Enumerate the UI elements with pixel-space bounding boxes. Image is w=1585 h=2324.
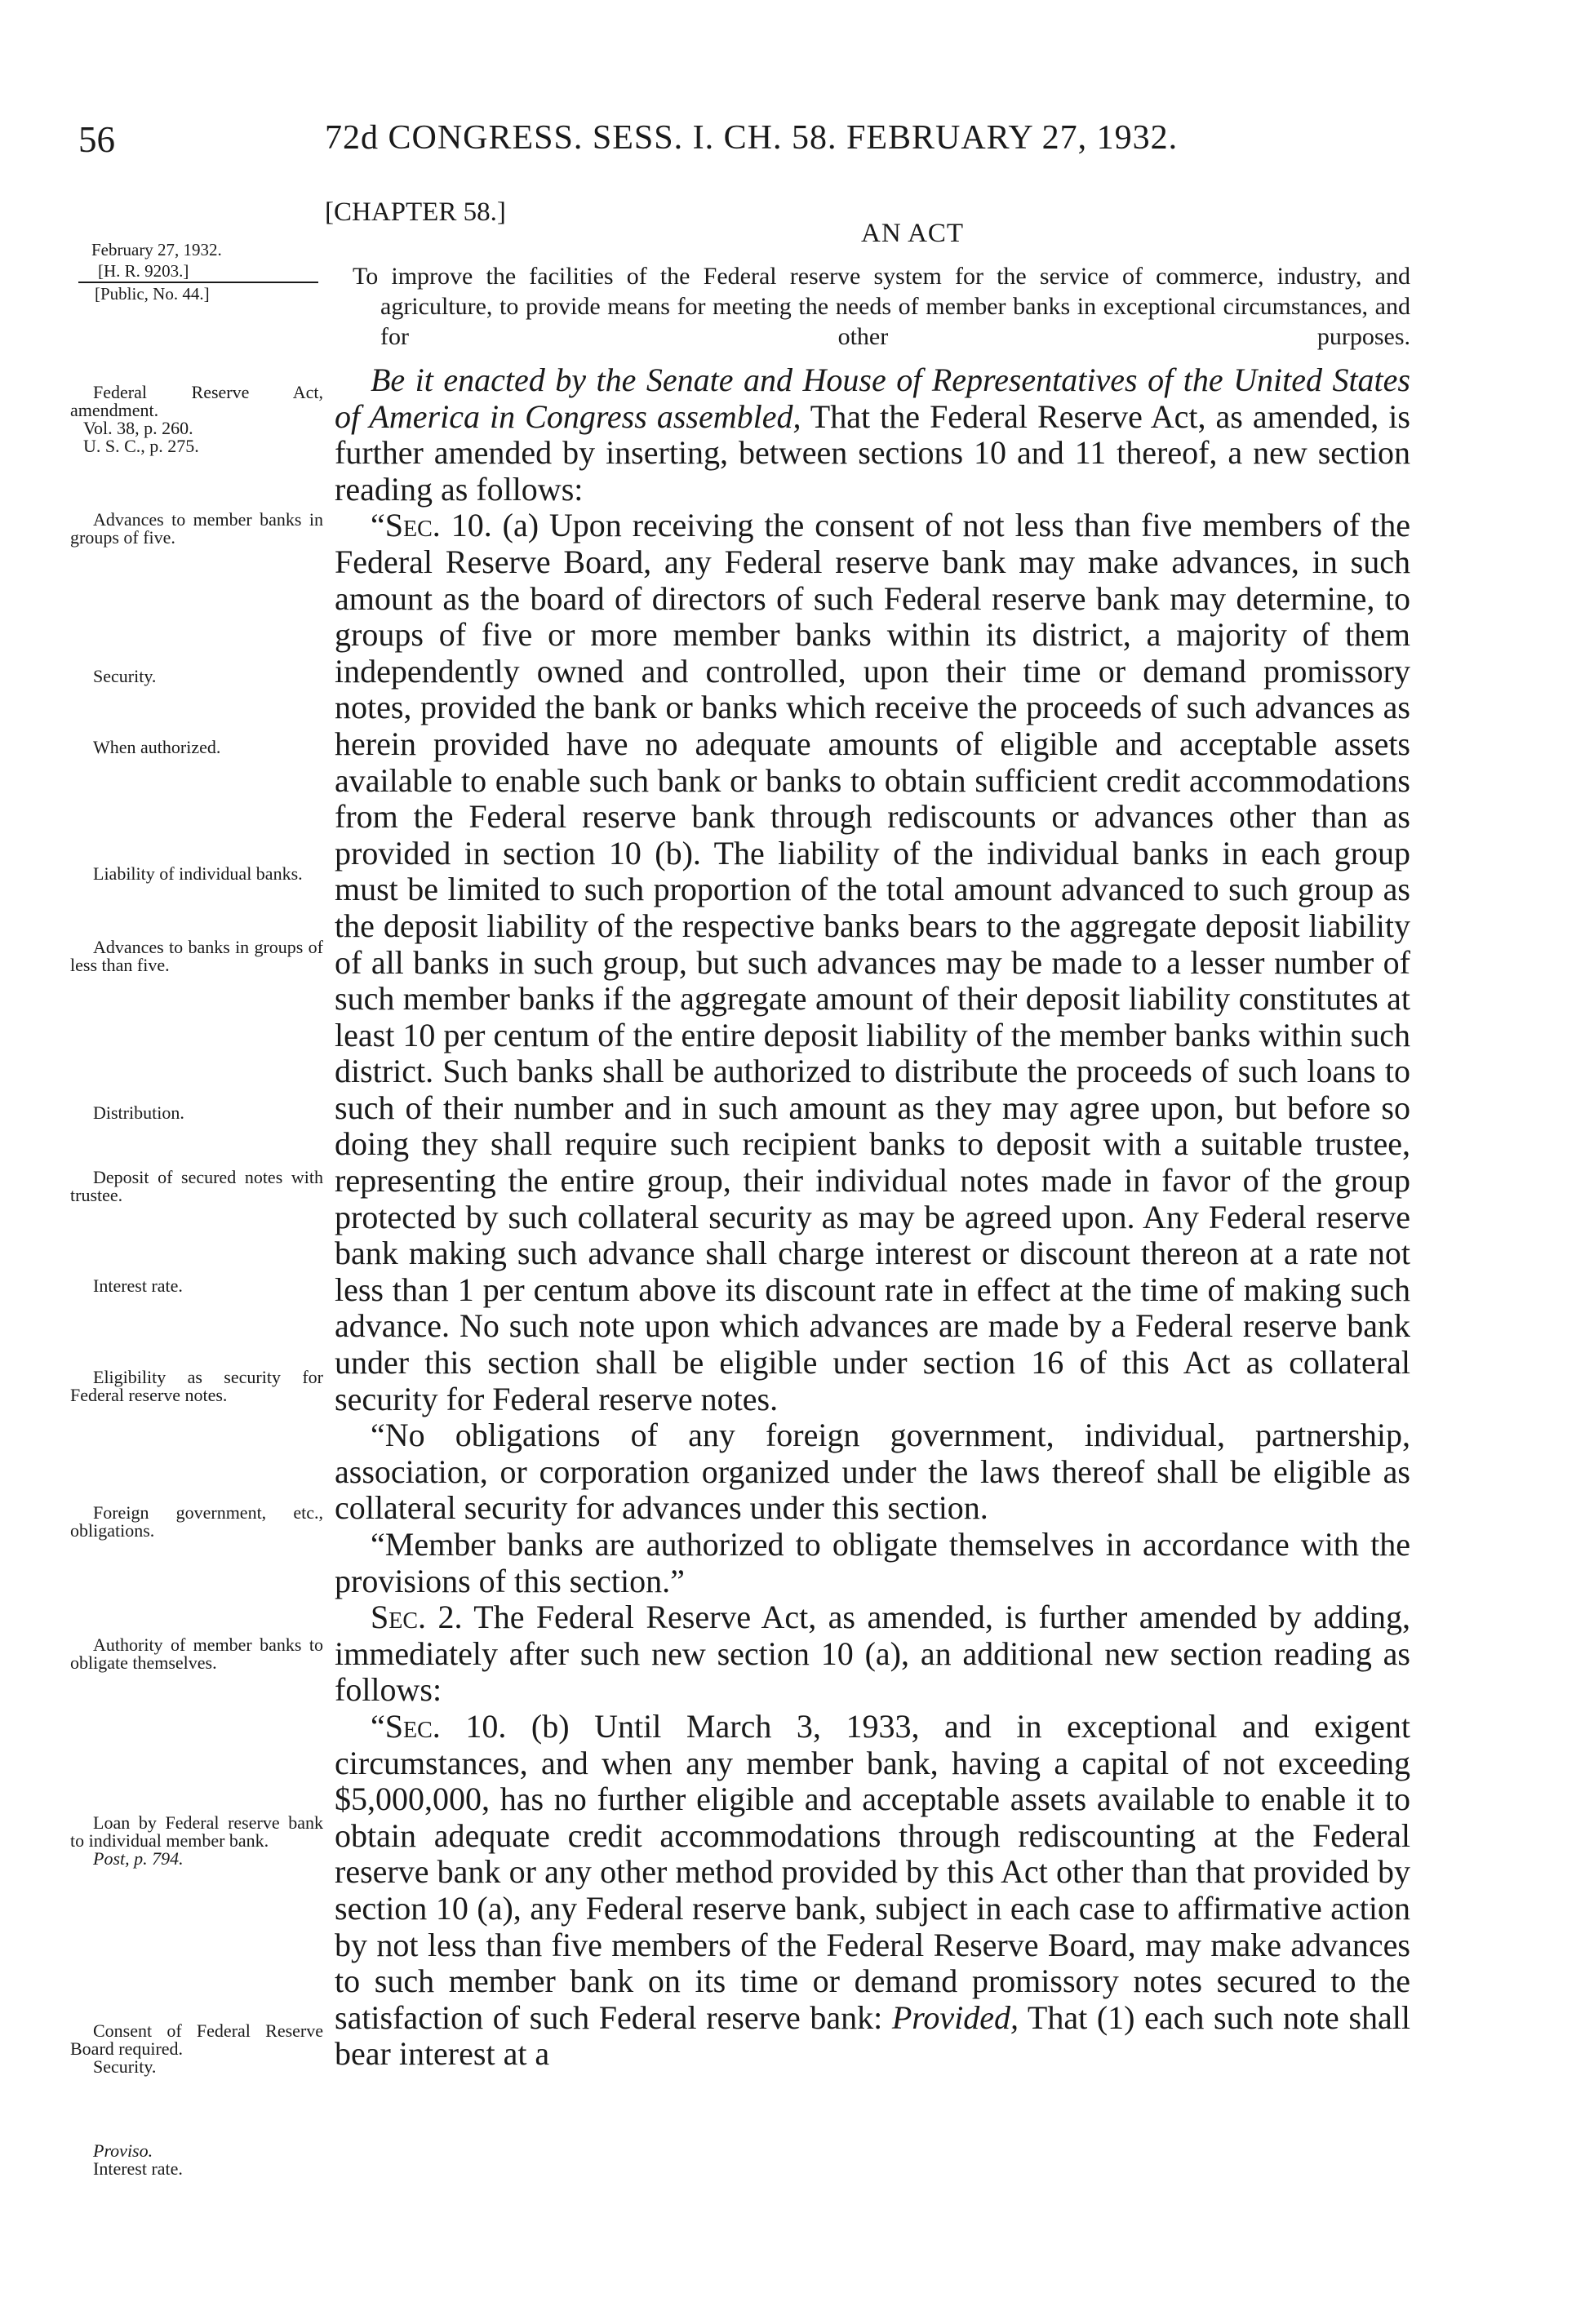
section-label: Sec. <box>384 507 441 544</box>
open-quote: “ <box>371 1707 385 1745</box>
margin-note: Foreign government, etc., obligations. <box>70 1502 323 1541</box>
margin-note-reference: Post, p. 794. <box>93 1848 184 1869</box>
paragraph-text: That the Federal Reserve Act, as amended, is further amended by inserting, between sections 10 and 11 thereof, a new section reading as follows: <box>335 397 1410 508</box>
proviso-word: Provided, <box>891 1998 1019 2036</box>
section-label: Sec. <box>371 1599 427 1636</box>
margin-note-sub: Security. <box>93 2056 157 2077</box>
margin-note-sub: Interest rate. <box>93 2158 183 2179</box>
paragraph-text: 10. (b) Until March 3, 1933, and in exceptional and exigent circumstances, and when any member bank, having a capital of not exceeding $5,000,000, has no further eligible and acceptable assets available to enable it to obtain adequate credit accommodations through rediscounting at the Federal reserve bank or any other method provided by this Act other than that provided by section 10 (a), any Federal reserve bank, subject in each case to affirmative action by not less than five members of the Federal Reserve Board, may make advances to such member bank on its time or demand promissory notes secured to the satisfaction of such Federal reserve bank: <box>335 1707 1410 2036</box>
section-2-paragraph <box>335 1599 1410 1709</box>
enacting-clause: Be it enacted by the Senate and House of Representatives of the United States of America in Congress assembled, <box>335 361 1410 435</box>
margin-note-title: Federal Reserve Act, amendment. <box>70 382 323 420</box>
section-10a-paragraph <box>335 508 1410 1417</box>
margin-note: Deposit of secured notes with trustee. <box>70 1167 323 1205</box>
margin-note: Security. <box>93 666 157 686</box>
margin-note <box>70 2022 323 2076</box>
open-quote: “ <box>371 507 385 544</box>
margin-note <box>70 2142 323 2178</box>
margin-note: Liability of individual banks. <box>93 863 303 884</box>
margin-note-title: Proviso. <box>93 2140 153 2161</box>
act-heading: AN ACT <box>861 219 965 248</box>
margin-note-title: Loan by Federal reserve bank to individual member bank. <box>70 1812 323 1851</box>
page-number: 56 <box>78 119 115 160</box>
margin-note-title: Consent of Federal Reserve Board required. <box>70 2020 323 2059</box>
act-title: To improve the facilities of the Federal reserve system for the service of commerce, industry, and agriculture, to provide means for meeting the needs of member banks in exceptional circumstances, and for other purposes. <box>353 263 1410 350</box>
section-label: Sec. <box>384 1707 441 1745</box>
member-banks-authority-paragraph: “Member banks are authorized to obligate themselves in accordance with the provisions of this section.” <box>335 1526 1410 1599</box>
act-date: February 27, 1932. <box>91 240 222 259</box>
margin-note: Authority of member banks to obligate themselves. <box>70 1634 323 1673</box>
paragraph-text: 2. The Federal Reserve Act, as amended, is further amended by adding, immediately after such new section 10 (a), an additional new section reading as follows: <box>335 1599 1410 1709</box>
enacting-clause-paragraph <box>335 362 1410 508</box>
public-law-number: [Public, No. 44.] <box>95 284 210 304</box>
chapter-label: [CHAPTER 58.] <box>325 197 506 227</box>
paragraph-text: 10. (a) Upon receiving the consent of not less than five members of the Federal Reserve Board, any Federal reserve bank may make advances, in such amount as the board of directors of such Federal reserve bank may determine, to groups of five or more member banks within its district, a majority of them independently owned and controlled, upon their time or demand promissory notes, provided the bank or banks which receive the proceeds of such advances as herein provided have no adequate amounts of eligible and acceptable assets available to enable such bank or banks to obtain sufficient credit accommodations from the Federal reserve bank through rediscounts or advances other than as provided in section 10 (b). The liability of the individual banks in each group must be limited to such proportion of the total amount advanced to such group as the deposit liability of the respective banks bears to the aggregate deposit liability of all banks in such group, but such advances may be made to a lesser number of such member banks if the aggregate amount of their deposit liability constitutes at least 10 per centum of the entire deposit liability of the member banks within such district. Such banks shall be authorized to distribute the proceeds of such loans to such of their number and in such amount as they may agree upon, but before so doing they shall require such recipient banks to deposit with a suitable trustee, representing the entire group, their individual notes made in favor of the group protected by such collateral security as may be agreed upon. Any Federal reserve bank making such advance shall charge interest or discount thereon at a rate not less than 1 per centum above its discount rate in effect at the time of making such advance. No such note upon which advances are made by a Federal reserve bank under this section shall be eligible under section 16 of this Act as collateral security for Federal reserve notes. <box>335 507 1410 1417</box>
bill-metadata <box>78 239 331 304</box>
margin-note: Advances to member banks in groups of five. <box>70 509 323 548</box>
margin-note: Interest rate. <box>93 1275 183 1296</box>
margin-note <box>70 1814 323 1868</box>
margin-note: Advances to banks in groups of less than five. <box>70 937 323 975</box>
running-head: 72d CONGRESS. SESS. I. CH. 58. FEBRUARY 27, 1932. <box>325 119 1179 157</box>
margin-note-reference: U. S. C., p. 275. <box>83 436 199 456</box>
margin-note: Distribution. <box>93 1102 184 1123</box>
foreign-obligations-paragraph: “No obligations of any foreign government, individual, partnership, association, or corporation organized under the laws thereof shall be eligible as collateral security for advances under this section. <box>335 1417 1410 1527</box>
paragraph-text: That (1) each such note shall bear interest at a <box>335 1998 1410 2073</box>
act-body <box>335 362 1410 2073</box>
margin-note-reference: Vol. 38, p. 260. <box>83 418 193 438</box>
margin-note: When authorized. <box>93 737 221 757</box>
section-10b-paragraph <box>335 1709 1410 2073</box>
margin-note: Eligibility as security for Federal reserve notes. <box>70 1367 323 1405</box>
bill-number: [H. R. 9203.] <box>78 260 318 283</box>
margin-note <box>70 384 323 455</box>
